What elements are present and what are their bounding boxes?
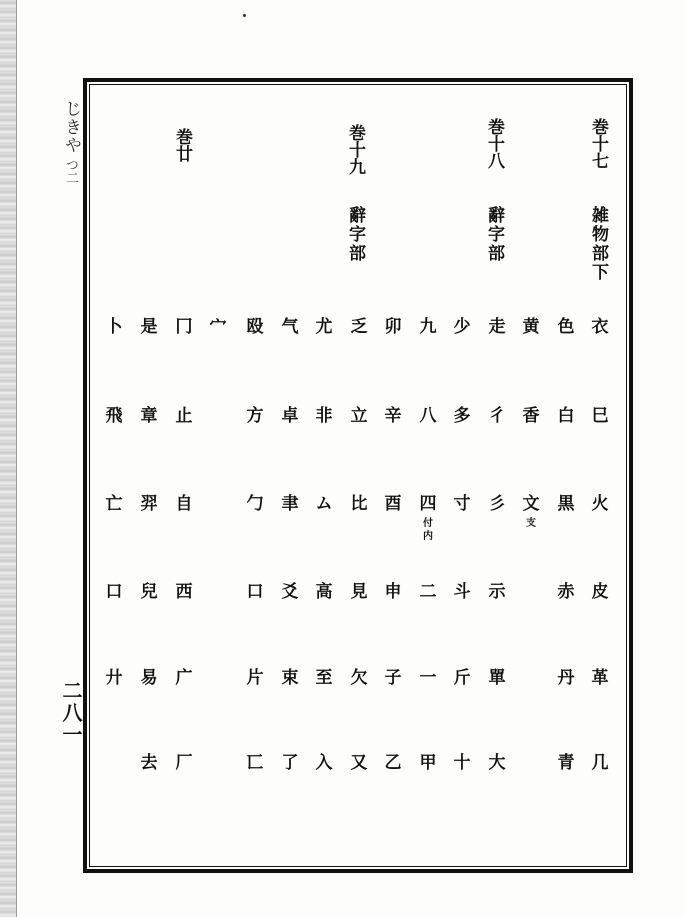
glyph-c5-r3: 寸: [453, 494, 471, 514]
glyph-c4-r4: 示: [488, 582, 506, 602]
glyph-c7-r5: 子: [384, 668, 402, 688]
margin-side-sub: つ二: [63, 158, 78, 184]
glyph-c10-r4: 爻: [281, 582, 299, 602]
glyph-c1-r5: 革: [591, 668, 609, 688]
glyph-c15-r3: 亡: [105, 494, 123, 514]
heading-volume-20: 巻廿: [172, 128, 192, 162]
glyph-c11-r5: 片: [246, 668, 264, 688]
glyph-c3-r2: 香: [522, 406, 540, 426]
glyph-c4-r5: 單: [488, 668, 506, 688]
ink-speck: [243, 14, 246, 17]
glyph-c14-r2: 章: [140, 406, 158, 426]
glyph-c10-r1: 气: [281, 317, 299, 337]
glyph-note-c3: 支: [526, 518, 536, 529]
glyph-c8-r1: 乏: [350, 317, 368, 337]
glyph-c13-r1: 冂: [175, 317, 193, 337]
glyph-c1-r1: 衣: [591, 317, 609, 337]
glyph-c6-r6: 甲: [419, 753, 437, 773]
glyph-c7-r2: 辛: [384, 406, 402, 426]
glyph-c6-r1: 九: [419, 317, 437, 337]
glyph-c10-r2: 卓: [281, 406, 299, 426]
glyph-c5-r6: 十: [453, 753, 471, 773]
glyph-c5-r1: 少: [453, 317, 471, 337]
page-frame-inner: [89, 84, 627, 867]
glyph-c12-r1: 宀: [209, 317, 227, 337]
glyph-c15-r2: 飛: [105, 406, 123, 426]
glyph-c1-r3: 火: [591, 494, 609, 514]
glyph-c6-r3: 四: [419, 494, 437, 514]
heading-section-19: 辭字部: [345, 206, 365, 263]
glyph-c11-r2: 方: [246, 406, 264, 426]
glyph-c14-r5: 易: [140, 668, 158, 688]
glyph-c13-r2: 止: [175, 406, 193, 426]
glyph-c2-r4: 赤: [557, 582, 575, 602]
page-number: 二八一: [59, 680, 83, 746]
glyph-c13-r6: 厂: [175, 753, 193, 773]
glyph-c11-r3: 勹: [246, 494, 264, 514]
glyph-c1-r4: 皮: [591, 582, 609, 602]
glyph-c7-r3: 酉: [384, 494, 402, 514]
heading-volume-17: 巻十七: [588, 118, 608, 169]
glyph-c3-r3: 文: [522, 494, 540, 514]
glyph-c4-r1: 走: [488, 317, 506, 337]
glyph-c6-r2: 八: [419, 406, 437, 426]
glyph-c10-r3: 聿: [281, 494, 299, 514]
glyph-c13-r5: 广: [175, 668, 193, 688]
glyph-c4-r6: 大: [488, 753, 506, 773]
glyph-c5-r2: 多: [453, 406, 471, 426]
margin-side-note: じきや: [61, 100, 81, 154]
glyph-c5-r5: 斤: [453, 668, 471, 688]
glyph-c11-r1: 殴: [246, 317, 264, 337]
glyph-c8-r3: 比: [350, 494, 368, 514]
page-binding-edge: [0, 0, 17, 917]
glyph-c8-r5: 欠: [350, 668, 368, 688]
heading-section-18: 辭字部: [484, 206, 504, 263]
heading-volume-19: 巻十九: [345, 124, 365, 175]
glyph-c15-r5: 廾: [105, 668, 123, 688]
glyph-c3-r1: 黄: [522, 317, 540, 337]
glyph-c11-r4: 口: [246, 582, 264, 602]
glyph-note-c6: 付 内: [423, 518, 433, 542]
glyph-c9-r6: 入: [315, 753, 333, 773]
glyph-c6-r5: 一: [419, 668, 437, 688]
glyph-c8-r6: 又: [350, 753, 368, 773]
glyph-c7-r1: 卯: [384, 317, 402, 337]
glyph-c2-r2: 白: [557, 406, 575, 426]
glyph-c6-r4: 二: [419, 582, 437, 602]
glyph-c1-r2: 巳: [591, 406, 609, 426]
glyph-c14-r6: 去: [140, 753, 158, 773]
glyph-c4-r2: 彳: [488, 406, 506, 426]
glyph-c13-r3: 自: [175, 494, 193, 514]
glyph-c14-r1: 是: [140, 317, 158, 337]
glyph-c9-r2: 非: [315, 406, 333, 426]
glyph-c13-r4: 西: [175, 582, 193, 602]
heading-volume-18: 巻十八: [484, 118, 504, 169]
heading-section-17: 雑物部下: [588, 206, 608, 282]
glyph-c7-r6: 乙: [384, 753, 402, 773]
glyph-c15-r4: 口: [105, 582, 123, 602]
glyph-c8-r2: 立: [350, 406, 368, 426]
glyph-c5-r4: 斗: [453, 582, 471, 602]
glyph-c9-r3: ム: [315, 494, 333, 514]
glyph-c8-r4: 見: [350, 582, 368, 602]
glyph-c4-r3: 彡: [488, 494, 506, 514]
glyph-c14-r4: 兒: [140, 582, 158, 602]
glyph-c9-r4: 高: [315, 582, 333, 602]
glyph-c1-r6: 几: [591, 753, 609, 773]
glyph-c2-r6: 青: [557, 753, 575, 773]
glyph-c9-r1: 尤: [315, 317, 333, 337]
glyph-c10-r5: 束: [281, 668, 299, 688]
glyph-c14-r3: 羿: [140, 494, 158, 514]
glyph-c10-r6: 了: [281, 753, 299, 773]
glyph-c9-r5: 至: [315, 668, 333, 688]
glyph-c11-r6: 匸: [246, 753, 264, 773]
glyph-c15-r1: 卜: [105, 317, 123, 337]
glyph-c2-r5: 丹: [557, 668, 575, 688]
glyph-c2-r1: 色: [557, 317, 575, 337]
glyph-c7-r4: 申: [384, 582, 402, 602]
glyph-c2-r3: 黒: [557, 494, 575, 514]
